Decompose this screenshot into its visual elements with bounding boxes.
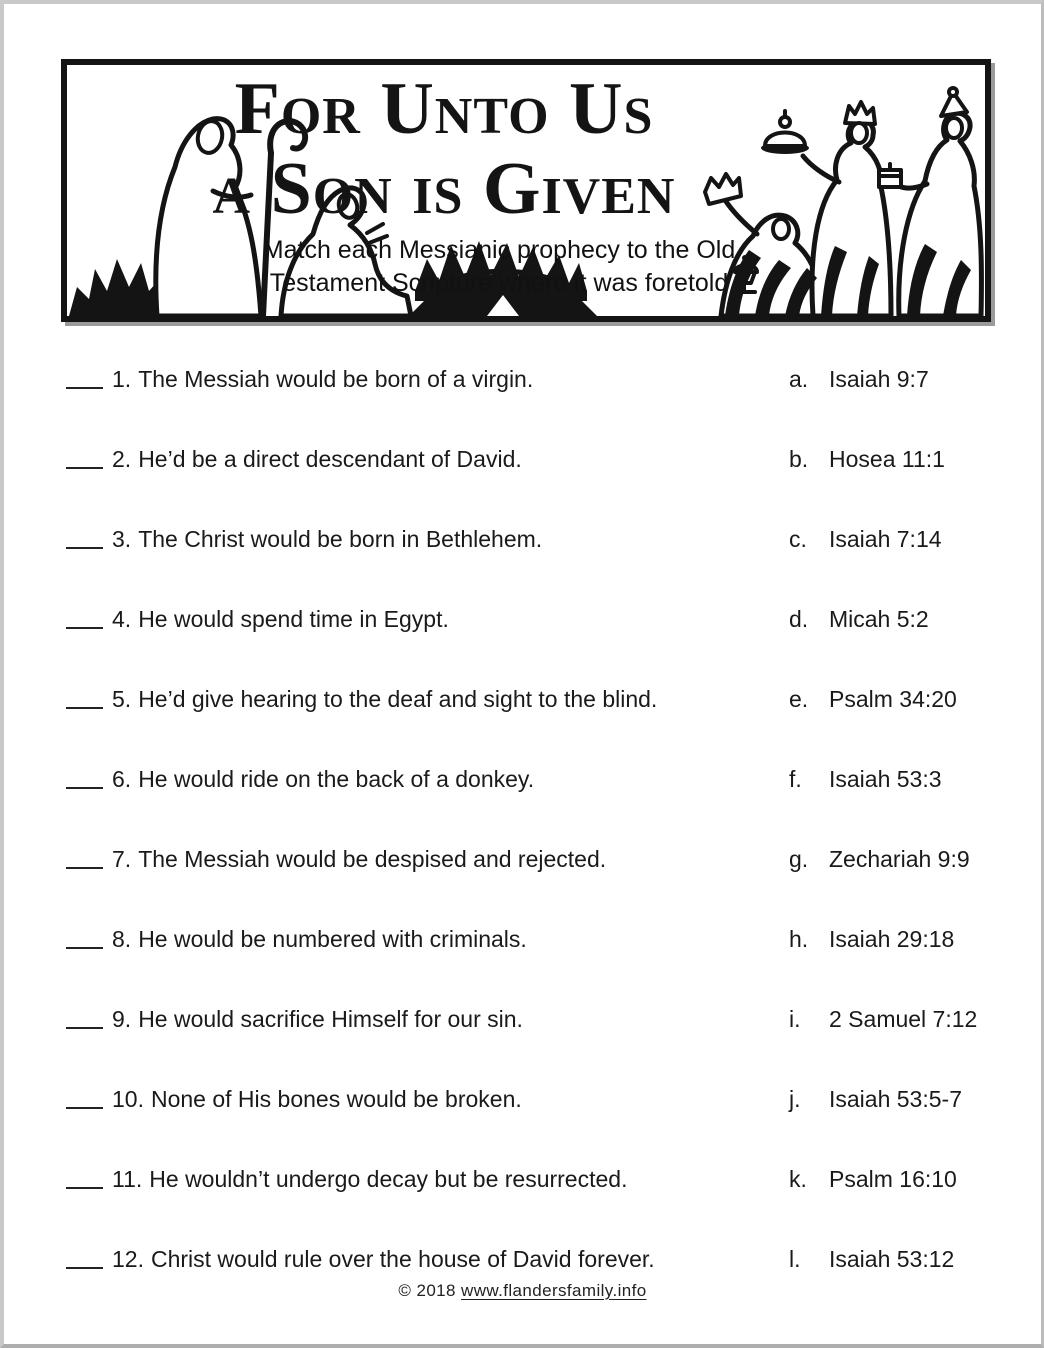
- question-number: 4.: [112, 606, 132, 632]
- option-letter: j.: [789, 1086, 801, 1112]
- answer-blank[interactable]: [66, 867, 103, 869]
- scripture-reference: Isaiah 29:18: [829, 926, 955, 952]
- footer-copyright: © 2018: [398, 1281, 456, 1300]
- answer-blank[interactable]: [66, 1027, 103, 1029]
- option-letter: l.: [789, 1246, 801, 1272]
- question-text: None of His bones would be broken.: [150, 1086, 522, 1112]
- scripture-reference: Isaiah 53:3: [829, 766, 942, 792]
- question-number: 12.: [112, 1246, 144, 1272]
- question-number: 6.: [112, 766, 132, 792]
- question-text: The Christ would be born in Bethlehem.: [138, 526, 543, 552]
- quiz-row: [66, 526, 989, 606]
- question-text: He’d give hearing to the deaf and sight to the blind.: [138, 686, 658, 712]
- option-letter: h.: [789, 926, 809, 952]
- option-letter: i.: [789, 1006, 801, 1032]
- quiz-row: [66, 1006, 989, 1086]
- question-text: He would ride on the back of a donkey.: [138, 766, 535, 792]
- quiz-row: [66, 926, 989, 1006]
- question-number: 9.: [112, 1006, 132, 1032]
- answer-blank[interactable]: [66, 1107, 103, 1109]
- question-number: 3.: [112, 526, 132, 552]
- quiz-row: [66, 846, 989, 926]
- answer-blank[interactable]: [66, 1267, 103, 1269]
- scripture-reference: Isaiah 7:14: [829, 526, 942, 552]
- question-text: He would sacrifice Himself for our sin.: [138, 1006, 523, 1032]
- scripture-reference: Psalm 16:10: [829, 1166, 957, 1192]
- scripture-reference: 2 Samuel 7:12: [829, 1006, 978, 1032]
- answer-blank[interactable]: [66, 547, 103, 549]
- question-number: 2.: [112, 446, 132, 472]
- scripture-reference: Zechariah 9:9: [829, 846, 970, 872]
- answer-blank[interactable]: [66, 387, 103, 389]
- subtitle-line-1: Match each Messianic prophecy to the Old: [262, 236, 736, 264]
- answer-blank[interactable]: [66, 467, 103, 469]
- question-text: The Messiah would be born of a virgin.: [138, 366, 534, 392]
- scripture-reference: Isaiah 53:12: [829, 1246, 955, 1272]
- option-letter: f.: [789, 766, 802, 792]
- question-text: He would spend time in Egypt.: [138, 606, 449, 632]
- question-number: 8.: [112, 926, 132, 952]
- worksheet-title: [144, 69, 744, 229]
- question-number: 10.: [112, 1086, 144, 1112]
- question-text: He’d be a direct descendant of David.: [138, 446, 522, 472]
- option-letter: c.: [789, 526, 807, 552]
- worksheet-subtitle: [199, 234, 799, 300]
- header-banner: [61, 59, 991, 322]
- quiz-row: [66, 766, 989, 846]
- scripture-reference: Micah 5:2: [829, 606, 929, 632]
- scripture-reference: Hosea 11:1: [829, 446, 945, 472]
- question-number: 5.: [112, 686, 132, 712]
- quiz-row: [66, 446, 989, 526]
- question-number: 1.: [112, 366, 132, 392]
- scripture-reference: Isaiah 53:5-7: [829, 1086, 962, 1112]
- title-line-1: For Unto Us: [234, 68, 654, 150]
- subtitle-line-2: Testament Scripture where it was foretold: [269, 269, 729, 297]
- quiz-row: [66, 606, 989, 686]
- title-line-2: a Son is Given: [212, 148, 676, 230]
- footer-link[interactable]: www.flandersfamily.info: [461, 1281, 647, 1300]
- quiz-row: [66, 366, 989, 446]
- question-number: 11.: [112, 1166, 143, 1192]
- option-letter: e.: [789, 686, 809, 712]
- option-letter: a.: [789, 366, 809, 392]
- option-letter: g.: [789, 846, 809, 872]
- question-number: 7.: [112, 846, 132, 872]
- quiz-row: [66, 1166, 989, 1246]
- scripture-reference: Isaiah 9:7: [829, 366, 929, 392]
- answer-blank[interactable]: [66, 947, 103, 949]
- option-letter: d.: [789, 606, 809, 632]
- answer-blank[interactable]: [66, 787, 103, 789]
- question-text: The Messiah would be despised and rejected.: [138, 846, 607, 872]
- footer: [4, 1281, 1041, 1301]
- quiz-list: [66, 366, 989, 1326]
- answer-blank[interactable]: [66, 627, 103, 629]
- question-text: He would be numbered with criminals.: [138, 926, 527, 952]
- answer-blank[interactable]: [66, 1187, 103, 1189]
- quiz-row: [66, 1086, 989, 1166]
- answer-blank[interactable]: [66, 707, 103, 709]
- question-text: He wouldn’t undergo decay but be resurrected.: [149, 1166, 628, 1192]
- option-letter: k.: [789, 1166, 807, 1192]
- option-letter: b.: [789, 446, 809, 472]
- question-text: Christ would rule over the house of David forever.: [150, 1246, 655, 1272]
- scripture-reference: Psalm 34:20: [829, 686, 957, 712]
- quiz-row: [66, 686, 989, 766]
